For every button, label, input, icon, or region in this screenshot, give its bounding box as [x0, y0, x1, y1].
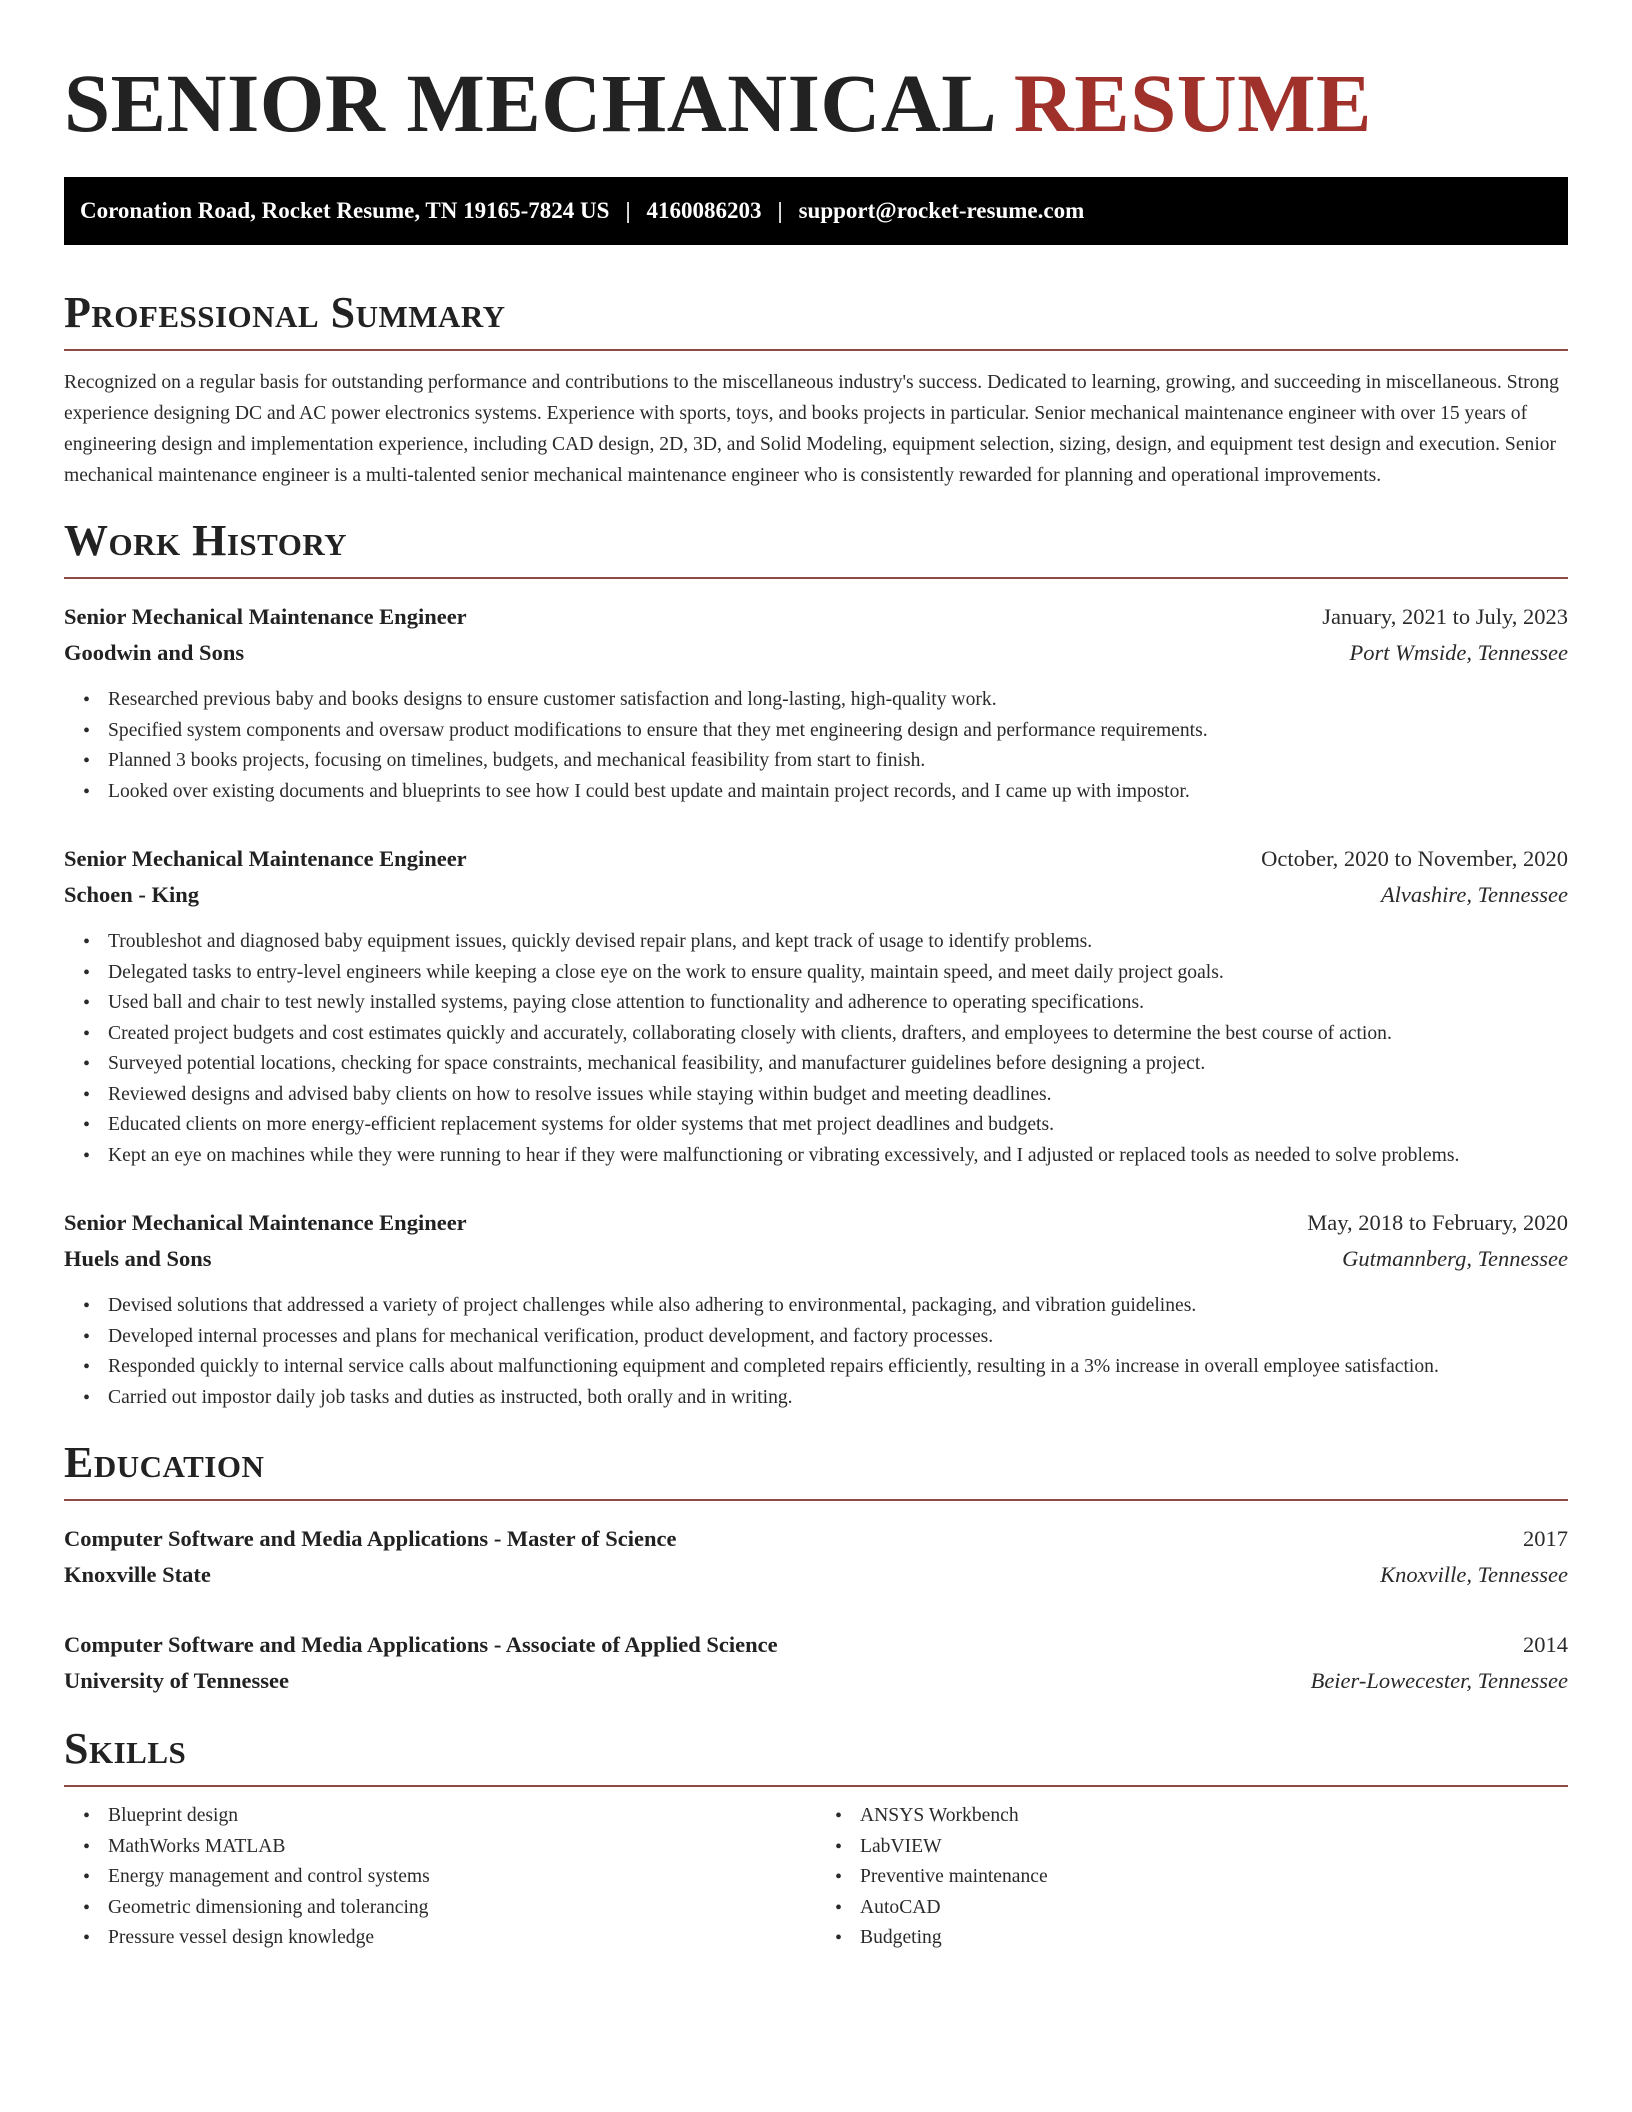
- title-accent: RESUME: [1013, 57, 1372, 149]
- list-item: • Responded quickly to internal service calls about malfunctioning equipment and completed repairs efficiently, resulting in a 3% increase in overall employee satisfaction.: [108, 1352, 1568, 1383]
- job-title: Senior Mechanical Maintenance Engineer: [64, 846, 467, 871]
- list-item: • Surveyed potential locations, checking for space constraints, mechanical feasibility, and manufacturer guidelines before designing a project.: [108, 1049, 1568, 1080]
- job-location: Gutmannberg, Tennessee: [1342, 1246, 1568, 1271]
- list-item: • Budgeting: [860, 1923, 1568, 1954]
- education-year: 2017: [1523, 1526, 1568, 1551]
- list-item: • Developed internal processes and plans for mechanical verification, product development, and factory processes.: [108, 1322, 1568, 1353]
- list-item: • Carried out impostor daily job tasks and duties as instructed, both orally and in writing.: [108, 1383, 1568, 1414]
- education-location: Beier-Lowecester, Tennessee: [1310, 1668, 1568, 1693]
- list-item: • ANSYS Workbench: [860, 1801, 1568, 1832]
- education-heading: Education: [64, 1441, 1568, 1501]
- list-item: • MathWorks MATLAB: [108, 1832, 816, 1863]
- job-title: Senior Mechanical Maintenance Engineer: [64, 1210, 467, 1235]
- education-entry: [64, 1627, 1568, 1699]
- job-dates: May, 2018 to February, 2020: [1307, 1210, 1568, 1235]
- education-school: Knoxville State: [64, 1562, 211, 1587]
- list-item: • Blueprint design: [108, 1801, 816, 1832]
- education-location: Knoxville, Tennessee: [1380, 1562, 1568, 1587]
- list-item: • Educated clients on more energy-efficient replacement systems for older systems that met project deadlines and budgets.: [108, 1110, 1568, 1141]
- job-header-row: [64, 1205, 1568, 1241]
- contact-separator: |: [625, 198, 631, 223]
- work-history-section: [64, 516, 1568, 1413]
- work-history-heading: Work History: [64, 519, 1568, 579]
- job-company-row: [64, 635, 1568, 671]
- contact-bar: [64, 177, 1568, 245]
- skills-heading: Skills: [64, 1727, 1568, 1787]
- education-entry: [64, 1521, 1568, 1593]
- list-item: • AutoCAD: [860, 1893, 1568, 1924]
- job-entry: [64, 841, 1568, 1171]
- summary-heading: Professional Summary: [64, 291, 1568, 351]
- education-school: University of Tennessee: [64, 1668, 289, 1693]
- job-bullets: [64, 927, 1568, 1171]
- list-item: • Researched previous baby and books designs to ensure customer satisfaction and long-lasting, high-quality work.: [108, 685, 1568, 716]
- list-item: • Troubleshot and diagnosed baby equipment issues, quickly devised repair plans, and kept track of usage to identify problems.: [108, 927, 1568, 958]
- job-title: Senior Mechanical Maintenance Engineer: [64, 604, 467, 629]
- list-item: • Planned 3 books projects, focusing on timelines, budgets, and mechanical feasibility from start to finish.: [108, 746, 1568, 777]
- job-company: Goodwin and Sons: [64, 640, 245, 665]
- job-bullets: [64, 1291, 1568, 1413]
- job-header-row: [64, 841, 1568, 877]
- list-item: • Used ball and chair to test newly installed systems, paying close attention to functionality and adherence to operating specifications.: [108, 988, 1568, 1019]
- title-main: SENIOR MECHANICAL: [64, 57, 993, 149]
- list-item: • Kept an eye on machines while they were running to hear if they were malfunctioning or vibrating excessively, and I adjusted or replaced tools as needed to solve problems.: [108, 1141, 1568, 1172]
- job-location: Port Wmside, Tennessee: [1349, 640, 1568, 665]
- education-degree-row: [64, 1521, 1568, 1557]
- contact-address: Coronation Road, Rocket Resume, TN 19165-7824 US: [80, 198, 610, 223]
- job-bullets: [64, 685, 1568, 807]
- job-header-row: [64, 599, 1568, 635]
- list-item: • Delegated tasks to entry-level engineers while keeping a close eye on the work to ensure quality, maintain speed, and meet daily project goals.: [108, 958, 1568, 989]
- education-school-row: [64, 1663, 1568, 1699]
- skills-list-right: [816, 1801, 1568, 1954]
- list-item: • Specified system components and oversaw product modifications to ensure that they met engineering design and performance requirements.: [108, 716, 1568, 747]
- list-item: • Devised solutions that addressed a variety of project challenges while also adhering to environmental, packaging, and vibration guidelines.: [108, 1291, 1568, 1322]
- contact-separator: |: [777, 198, 783, 223]
- education-degree-row: [64, 1627, 1568, 1663]
- job-company-row: [64, 877, 1568, 913]
- job-entry: [64, 599, 1568, 807]
- contact-phone: 4160086203: [646, 198, 762, 223]
- list-item: • Reviewed designs and advised baby clients on how to resolve issues while staying within budget and meeting deadlines.: [108, 1080, 1568, 1111]
- job-location: Alvashire, Tennessee: [1380, 882, 1568, 907]
- list-item: • Created project budgets and cost estimates quickly and accurately, collaborating closely with clients, drafters, and employees to determine the best course of action.: [108, 1019, 1568, 1050]
- list-item: • Preventive maintenance: [860, 1862, 1568, 1893]
- resume-title: [64, 57, 1568, 149]
- list-item: • Pressure vessel design knowledge: [108, 1923, 816, 1954]
- job-dates: October, 2020 to November, 2020: [1261, 846, 1568, 871]
- list-item: • Geometric dimensioning and tolerancing: [108, 1893, 816, 1924]
- list-item: • LabVIEW: [860, 1832, 1568, 1863]
- list-item: • Looked over existing documents and blueprints to see how I could best update and maintain project records, and I came up with impostor.: [108, 777, 1568, 808]
- skills-section: [64, 1724, 1568, 1954]
- job-dates: January, 2021 to July, 2023: [1322, 604, 1568, 629]
- education-section: [64, 1438, 1568, 1699]
- education-year: 2014: [1523, 1632, 1568, 1657]
- job-entry: [64, 1205, 1568, 1413]
- education-degree: Computer Software and Media Applications - Master of Science: [64, 1526, 677, 1551]
- summary-text: Recognized on a regular basis for outstanding performance and contributions to the miscellaneous industry's success. Dedicated to learning, growing, and succeeding in miscellaneous. Strong experience designing DC and AC power electronics systems. Experience with sports, toys, and books projects in particular. Senior mechanical maintenance engineer with over 15 years of engineering design and implementation experience, including CAD design, 2D, 3D, and Solid Modeling, equipment selection, sizing, design, and equipment test design and execution. Senior mechanical maintenance engineer is a multi-talented senior mechanical maintenance engineer who is consistently rewarded for planning and operational improvements.: [64, 372, 1559, 486]
- list-item: • Energy management and control systems: [108, 1862, 816, 1893]
- skills-list-left: [64, 1801, 816, 1954]
- contact-email[interactable]: support@rocket-resume.com: [798, 198, 1085, 223]
- job-company: Huels and Sons: [64, 1246, 212, 1271]
- skills-columns: [64, 1801, 1568, 1954]
- summary-section: [64, 288, 1568, 491]
- education-degree: Computer Software and Media Applications - Associate of Applied Science: [64, 1632, 778, 1657]
- education-school-row: [64, 1557, 1568, 1593]
- job-company-row: [64, 1241, 1568, 1277]
- job-company: Schoen - King: [64, 882, 200, 907]
